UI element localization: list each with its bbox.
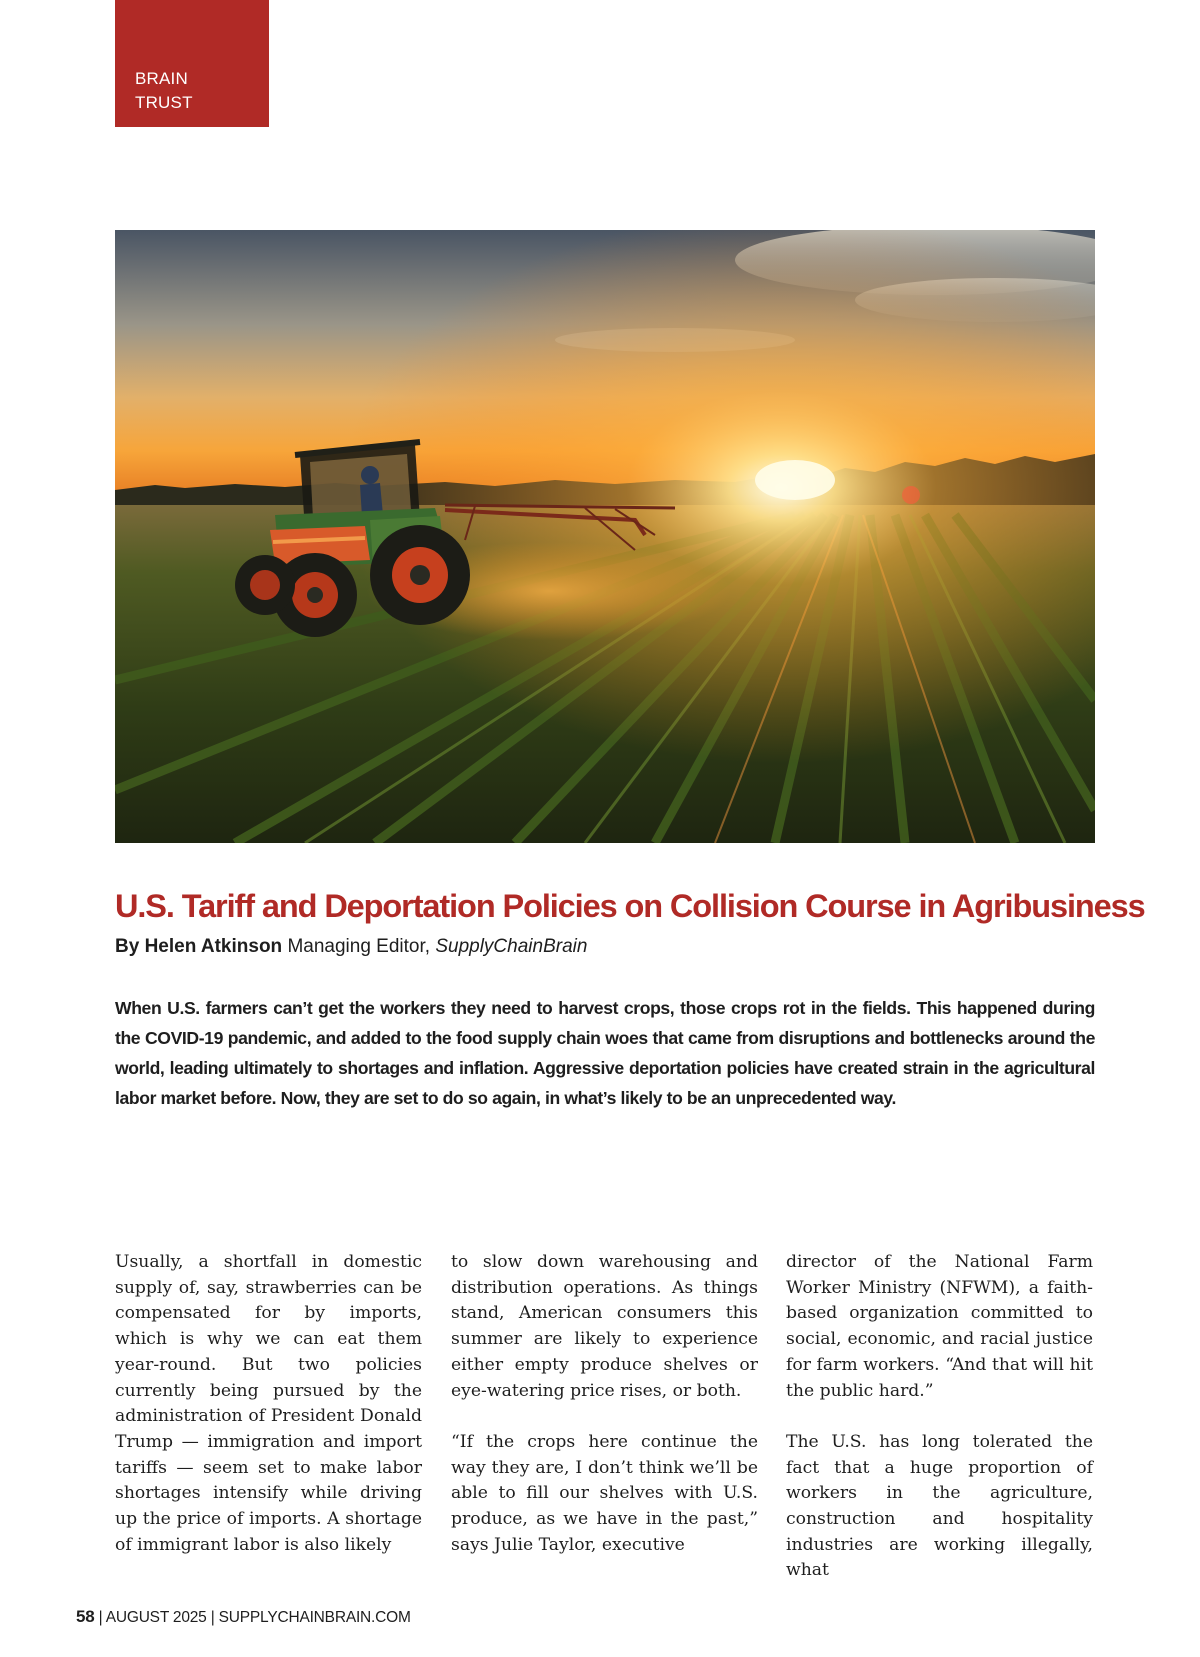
- section-tag-line-1: BRAIN: [135, 69, 188, 88]
- byline-role: Managing Editor,: [287, 936, 431, 957]
- body-paragraph: “If the crops here continue the way they are, I don’t think we’ll be able to fill our shelves with U.S. produce, as we have in the past,” says Julie Taylor, executive: [451, 1431, 758, 1555]
- hero-image: [115, 230, 1095, 843]
- body-column-1: [115, 1250, 422, 1558]
- byline: [115, 934, 587, 960]
- byline-author: By Helen Atkinson: [115, 936, 283, 957]
- body-paragraph: Usually, a shortfall in domestic supply of, say, strawberries can be compensated for by imports, which is why we can eat them year-round. But two policies currently being pursued by the administration of President Donald Trump — immigration and import tariffs — seem set to make labor shortages intensify while driving up the price of imports. A shortage of immigrant labor is also likely: [115, 1252, 422, 1555]
- body-paragraph: The U.S. has long tolerated the fact that a huge proportion of workers in the agriculture, construction and hospitality industries are working illegally, what: [786, 1431, 1093, 1581]
- article-dek: When U.S. farmers can’t get the workers they need to harvest crops, those crops rot in the fields. This happened during the COVID-19 pandemic, and added to the food supply chain woes that came from disruptions and bottlenecks around the world, leading ultimately to shortages and inflation. Aggressive deportation policies have created strain in the agricultural labor market before. Now, they are set to do so again, in what’s likely to be an unprecedented way.: [115, 998, 1095, 1108]
- body-column-3: [786, 1250, 1093, 1584]
- body-column-2: [451, 1250, 758, 1558]
- body-paragraph: director of the National Farm Worker Ministry (NFWM), a faith-based organization committed to social, economic, and racial justice for farm workers. “And that will hit the public hard.”: [786, 1252, 1093, 1401]
- footer-issue-info: | AUGUST 2025 | SUPPLYCHAINBRAIN.COM: [98, 1609, 411, 1626]
- section-tag-line-2: TRUST: [135, 93, 193, 112]
- body-paragraph: to slow down warehousing and distribution operations. As things stand, American consumers this summer are likely to experience either empty produce shelves or eye-watering price rises, or both.: [451, 1252, 758, 1401]
- article-headline: U.S. Tariff and Deportation Policies on Collision Course in Agribusiness: [115, 888, 1145, 924]
- page-number: 58: [76, 1607, 95, 1626]
- page-footer: [76, 1606, 411, 1629]
- byline-publication: SupplyChainBrain: [435, 936, 588, 957]
- section-tag: [115, 0, 269, 127]
